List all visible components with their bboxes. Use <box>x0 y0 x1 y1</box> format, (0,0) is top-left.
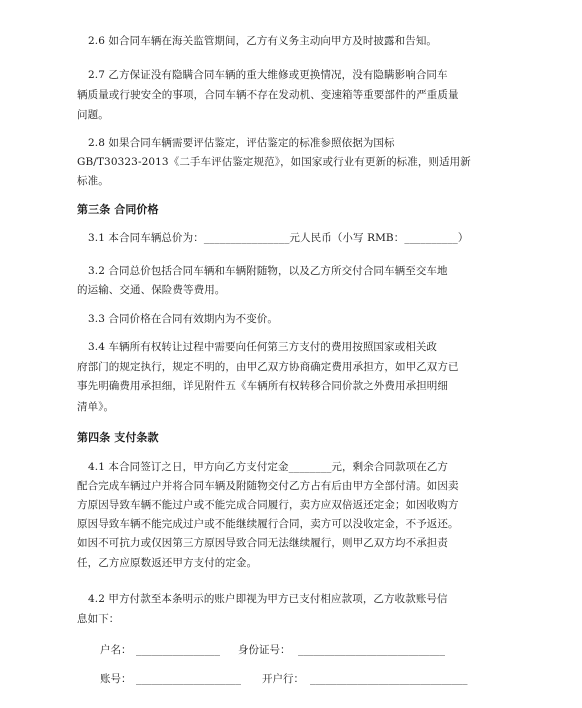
clause-4-1-line-5: 如因不可抗力或仅因第三方原因导致合同无法继续履行，则甲乙双方均不承担责 <box>77 537 448 549</box>
clause-3-1: 3.1 本合同车辆总价为：________________元人民币（小写 RMB：__________） <box>88 232 469 244</box>
clause-2-7-line-2: 辆质量或行驶安全的事项，合同车辆不存在发动机、变速箱等重要部件的严重质量 <box>77 89 459 101</box>
clause-4-1-line-4: 原因导致车辆不能完成过户或不能继续履行合同，卖方可以没收定金，不予返还。 <box>77 518 459 530</box>
clause-4-1-line-3: 方原因导致车辆不能过户或不能完成合同履行，卖方应双倍返还定金；如因收购方 <box>77 499 459 511</box>
clause-4-2-line-1: 4.2 甲方付款至本条明示的账户即视为甲方已支付相应款项，乙方收款账号信 <box>88 593 448 605</box>
section-3-heading: 第三条 合同价格 <box>77 203 159 216</box>
clause-3-4-line-1: 3.4 车辆所有权转让过程中需要向任何第三方支付的费用按照国家或相关政 <box>88 341 438 353</box>
clause-4-1-line-1: 4.1 本合同签订之日，甲方向乙方支付定金________元，剩余合同款项在乙方 <box>88 461 449 473</box>
clause-3-3: 3.3 合同价格在合同有效期内为不变价。 <box>88 313 279 325</box>
clause-2-8-line-1: 2.8 如果合同车辆需要评估鉴定，评估鉴定的标准参照依据为国标 <box>88 137 395 149</box>
account-name-label: 户名： <box>100 644 132 656</box>
bank-blank[interactable]: ______________________________ <box>310 673 468 685</box>
section-4-heading: 第四条 支付条款 <box>77 431 159 444</box>
clause-2-8-line-2: GB/T30323-2013《二手车评估鉴定规范》，如国家或行业有更新的标准，则适用新 <box>77 156 471 168</box>
clause-3-2-line-2: 的运输、交通、保险费等费用。 <box>77 284 226 296</box>
clause-4-1-line-6: 任，乙方应原数返还甲方支付的定金。 <box>77 557 258 569</box>
clause-3-2-line-1: 3.2 合同总价包括合同车辆和车辆附随物，以及乙方所交付合同车辆至交车地 <box>88 265 448 277</box>
clause-4-1-line-2: 配合完成车辆过户并将合同车辆及附随物交付乙方占有后由甲方全部付清。如因卖 <box>77 480 459 492</box>
clause-2-7-line-3: 问题。 <box>77 109 109 121</box>
bank-label: 开户行： <box>262 673 304 685</box>
id-number-blank[interactable]: ____________________________ <box>298 644 445 656</box>
account-name-blank[interactable]: ________________ <box>136 644 220 656</box>
clause-3-4-line-4: 清单》。 <box>77 401 115 413</box>
clause-3-4-line-3: 事先明确费用承担细，详见附件五《车辆所有权转移合同价款之外费用承担明细 <box>77 380 448 392</box>
account-number-label: 账号： <box>100 673 132 685</box>
clause-2-7-line-1: 2.7 乙方保证没有隐瞒合同车辆的重大维修或更换情况，没有隐瞒影响合同车 <box>88 69 448 81</box>
clause-2-6-line-1: 2.6 如合同车辆在海关监管期间，乙方有义务主动向甲方及时披露和告知。 <box>88 35 438 47</box>
clause-4-2-line-2: 息如下： <box>77 613 120 625</box>
id-number-label: 身份证号： <box>238 644 291 656</box>
clause-3-4-line-2: 府部门的规定执行，规定不明的，由甲乙双方协商确定费用承担方，如甲乙双方已 <box>77 361 459 373</box>
account-number-blank[interactable]: ____________________ <box>136 673 241 685</box>
clause-2-8-line-3: 标准。 <box>77 175 109 187</box>
